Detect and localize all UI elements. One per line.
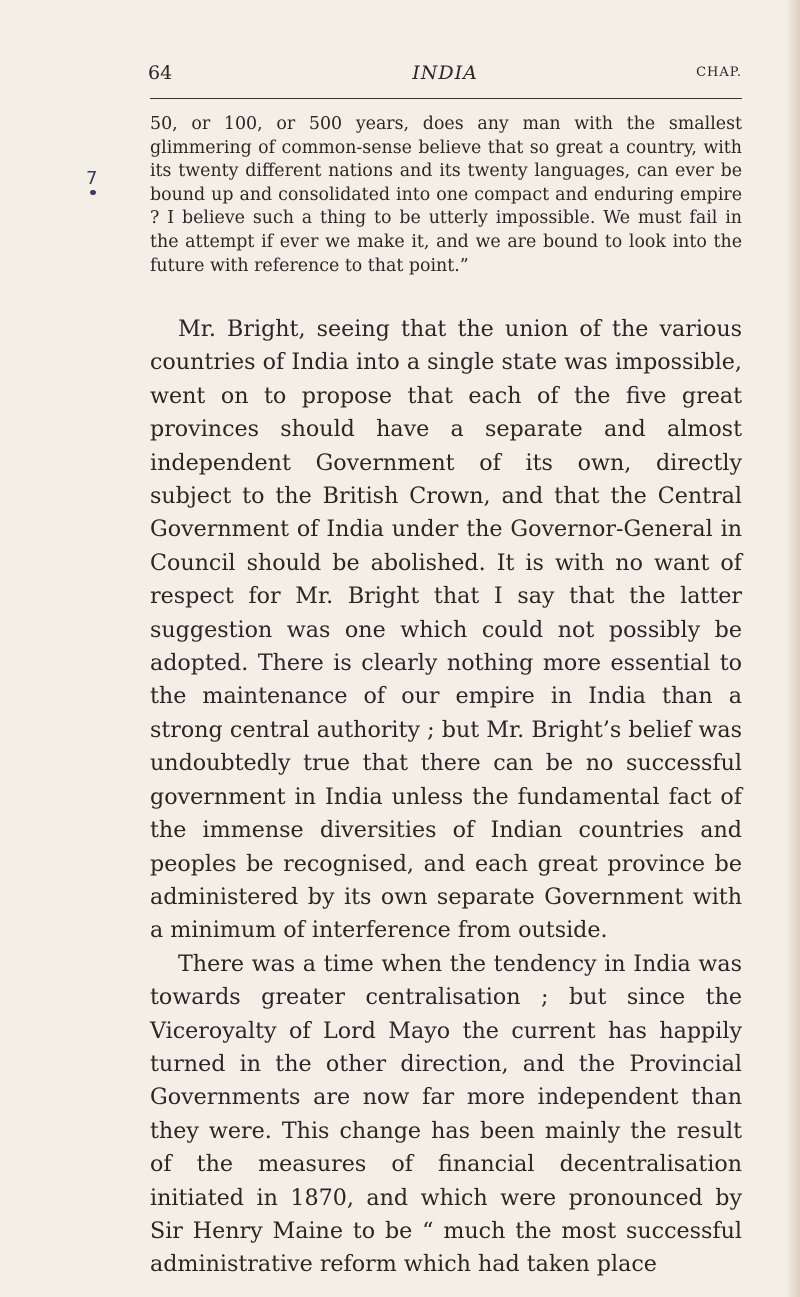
page-number: 64 — [148, 62, 173, 84]
quoted-passage — [150, 113, 742, 278]
body-paragraph-2: There was a time when the tendency in India was towards greater centralisation ; but since the Viceroyalty of Lord Mayo the current has happily turned in the other direction, and the Provincial Governments are now far more independent than they were. This change has been mainly the result of the measures of financial decentralisation initiated in 1870, and which were pronounced by Sir Henry Maine to be “ much the most successful administrative reform which had taken place — [150, 950, 742, 1278]
header-rule — [150, 98, 742, 99]
running-header — [148, 62, 742, 90]
margin-annotation: 7 — [86, 168, 98, 189]
body-text — [150, 313, 742, 1282]
running-title: INDIA — [412, 62, 478, 84]
quote-paragraph: 50, or 100, or 500 years, does any man with the smallest glimmering of common-sense believe that so great a country, with its twenty different nations and its twenty languages, can ever be bound up and consolidated into one compact and enduring empire ? I believe such a thing to be utterly impossible. We must fail in the attempt if ever we make it, and we are bound to look into the future with reference to that point.” — [150, 114, 742, 276]
body-paragraph-1: Mr. Bright, seeing that the union of the various countries of India into a single state was impossible, went on to propose that each of the five great provinces should have a separate and almost independent Government of its own, directly subject to the British Crown, and that the Central Government of India under the Governor-General in Council should be abolished. It is with no want of respect for Mr. Bright that I say that the latter suggestion was one which could not possibly be adopted. There is clearly nothing more essential to the maintenance of our empire in India than a strong central authority ; but Mr. Bright’s belief was undoubtedly true that there can be no successful government in India unless the fundamental fact of the immense diversities of Indian countries and peoples be recognised, and each great province be administered by its own separate Government with a minimum of interference from outside. — [150, 316, 742, 944]
page-edge-shadow — [786, 0, 800, 1297]
margin-annotation-dot — [90, 190, 96, 195]
chapter-label: CHAP. — [696, 65, 742, 80]
